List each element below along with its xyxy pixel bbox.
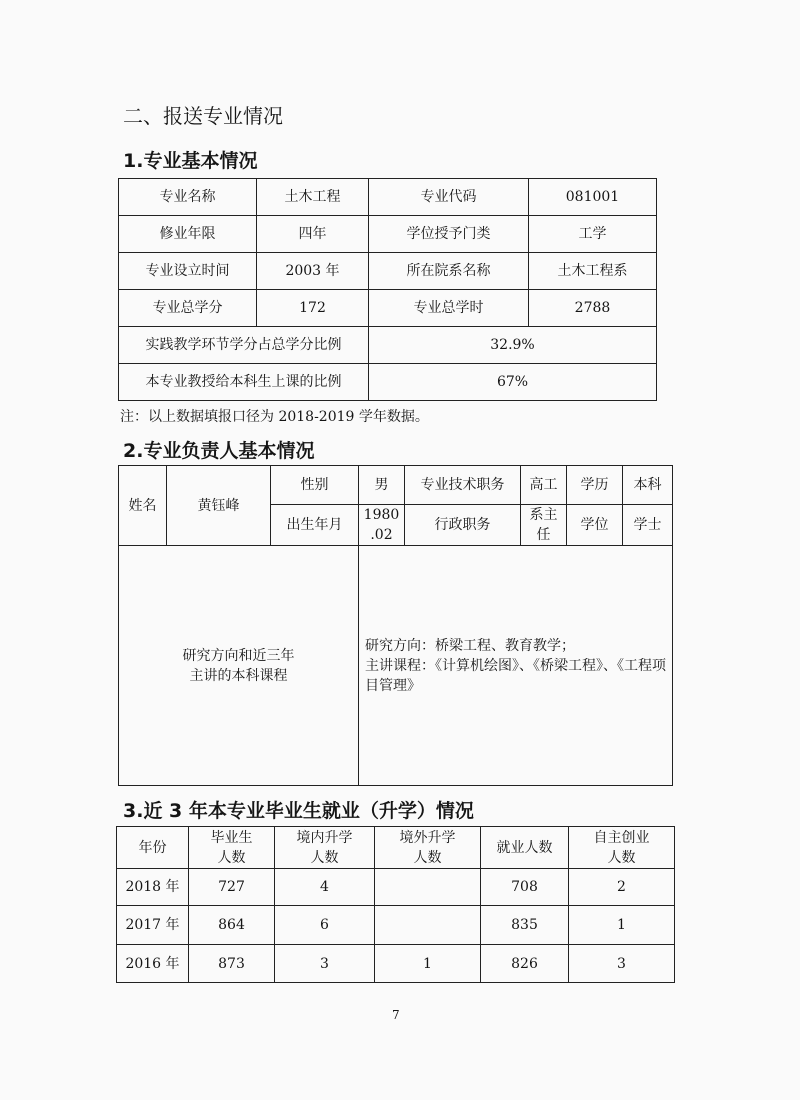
research-courses-value: [359, 546, 673, 786]
cell-self-employed: 2: [569, 869, 675, 906]
tech-title-label: 专业技术职务: [405, 466, 521, 505]
basic-info-heading: 1.专业基本情况: [123, 150, 258, 172]
admin-post-line-2: 任: [536, 527, 551, 543]
total-hours-label: 专业总学时: [369, 290, 529, 327]
table-row: [119, 290, 657, 327]
cell-overseas-study: [375, 906, 481, 945]
cell-graduates: 873: [189, 945, 275, 983]
header-overseas-study: [375, 827, 481, 869]
degree-category-label: 学位授予门类: [369, 216, 529, 253]
major-name-value: 土木工程: [257, 179, 369, 216]
cell-employed: 708: [481, 869, 569, 906]
header-text: 人数: [413, 849, 442, 866]
study-years-value: 四年: [257, 216, 369, 253]
cell-year: 2017 年: [117, 906, 189, 945]
leader-name-value: 黄钰峰: [167, 466, 271, 546]
birth-year: 1980: [363, 507, 400, 523]
cell-domestic-study: 6: [275, 906, 375, 945]
total-hours-value: 2788: [529, 290, 657, 327]
education-label: 学历: [567, 466, 623, 505]
leader-heading: 2.专业负责人基本情况: [123, 440, 315, 462]
header-text: 毕业生: [210, 829, 253, 846]
table-row: [119, 466, 673, 505]
page-number: 7: [392, 1008, 400, 1022]
practice-ratio-value: 32.9%: [369, 327, 657, 364]
degree-category-value: 工学: [529, 216, 657, 253]
cell-self-employed: 1: [569, 906, 675, 945]
established-label: 专业设立时间: [119, 253, 257, 290]
table-row: [117, 945, 675, 983]
major-code-value: 081001: [529, 179, 657, 216]
study-years-label: 修业年限: [119, 216, 257, 253]
cell-year: 2016 年: [117, 945, 189, 983]
admin-post-value: [521, 505, 567, 546]
degree-value: 学士: [623, 505, 673, 546]
cell-employed: 835: [481, 906, 569, 945]
header-text: 就业人数: [496, 839, 553, 856]
table-row: [117, 906, 675, 945]
header-self-employed: [569, 827, 675, 869]
gender-label: 性别: [271, 466, 359, 505]
employment-heading: 3.近 3 年本专业毕业生就业（升学）情况: [123, 800, 474, 822]
admin-post-label: 行政职务: [405, 505, 521, 546]
header-domestic-study: [275, 827, 375, 869]
cell-overseas-study: 1: [375, 945, 481, 983]
table-row: [119, 216, 657, 253]
department-label: 所在院系名称: [369, 253, 529, 290]
practice-ratio-label: 实践教学环节学分占总学分比例: [119, 327, 369, 364]
table-row: [119, 327, 657, 364]
total-credits-label: 专业总学分: [119, 290, 257, 327]
header-text: 自主创业: [593, 829, 650, 846]
department-value: 土木工程系: [529, 253, 657, 290]
cell-domestic-study: 3: [275, 945, 375, 983]
research-courses-label: [119, 546, 359, 786]
professor-ratio-value: 67%: [369, 364, 657, 401]
basic-info-table: [118, 178, 657, 401]
leader-name-label: 姓名: [119, 466, 167, 546]
data-note: 注：以上数据填报口径为 2018-2019 学年数据。: [120, 409, 429, 425]
header-year: [117, 827, 189, 869]
employment-table: [116, 826, 675, 983]
table-header-row: [117, 827, 675, 869]
cell-domestic-study: 4: [275, 869, 375, 906]
admin-post-line-1: 系主: [529, 507, 558, 523]
cell-graduates: 864: [189, 906, 275, 945]
header-text: 境外升学: [399, 829, 456, 846]
cell-employed: 826: [481, 945, 569, 983]
header-graduates: [189, 827, 275, 869]
table-row: [119, 253, 657, 290]
professor-ratio-label: 本专业教授给本科生上课的比例: [119, 364, 369, 401]
research-direction: 研究方向：桥梁工程、教育教学；: [365, 637, 575, 654]
cell-self-employed: 3: [569, 945, 675, 983]
table-row: [117, 869, 675, 906]
major-name-label: 专业名称: [119, 179, 257, 216]
degree-label: 学位: [567, 505, 623, 546]
birth-value: [359, 505, 405, 546]
table-row: [119, 364, 657, 401]
leader-info-table: [118, 465, 673, 786]
section-title: 二、报送专业情况: [123, 104, 283, 128]
gender-value: 男: [359, 466, 405, 505]
cell-year: 2018 年: [117, 869, 189, 906]
table-row: [119, 546, 673, 786]
research-label-line-2: 主讲的本科课程: [189, 667, 288, 684]
header-text: 年份: [138, 839, 167, 856]
major-code-label: 专业代码: [369, 179, 529, 216]
research-label-line-1: 研究方向和近三年: [182, 647, 295, 664]
header-text: 人数: [310, 849, 339, 866]
table-row: [119, 179, 657, 216]
header-text: 人数: [217, 849, 246, 866]
total-credits-value: 172: [257, 290, 369, 327]
established-value: 2003 年: [257, 253, 369, 290]
birth-month: .02: [370, 527, 393, 543]
header-employed: [481, 827, 569, 869]
header-text: 人数: [607, 849, 636, 866]
cell-overseas-study: [375, 869, 481, 906]
main-courses: 主讲课程：《计算机绘图》、《桥梁工程》、《工程项目管理》: [365, 657, 666, 694]
birth-label: 出生年月: [271, 505, 359, 546]
education-value: 本科: [623, 466, 673, 505]
header-text: 境内升学: [296, 829, 353, 846]
tech-title-value: 高工: [521, 466, 567, 505]
cell-graduates: 727: [189, 869, 275, 906]
